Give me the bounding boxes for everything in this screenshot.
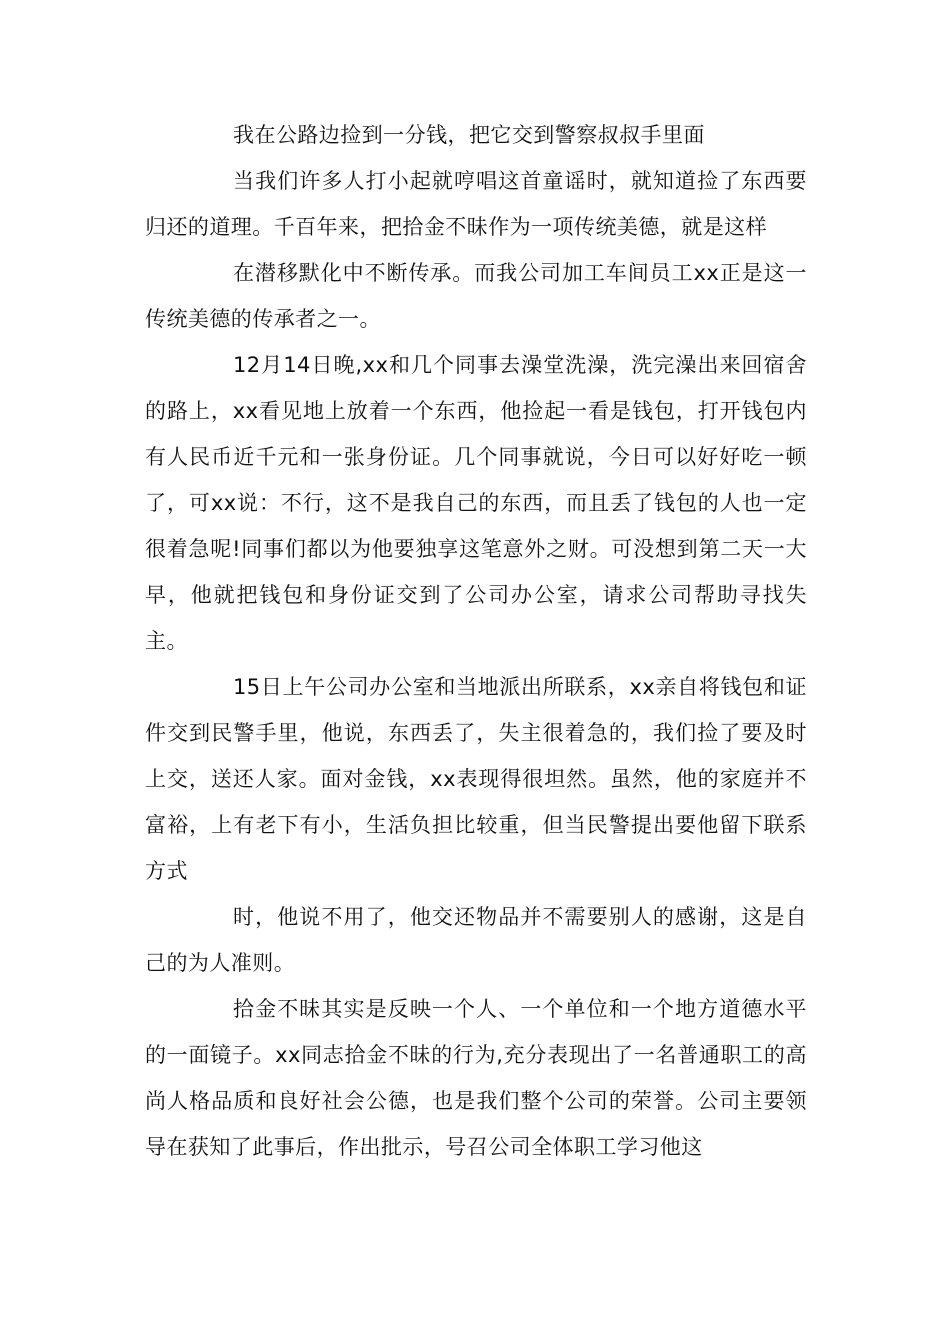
paragraph-6: 时，他说不用了，他交还物品并不需要别人的感谢，这是自己的为人准则。 [145,905,807,975]
paragraph-1: 我在公路边捡到一分钱，把它交到警察叔叔手里面 [233,123,705,147]
paragraph-4: 12月14日晚,xx和几个同事去澡堂洗澡，洗完澡出来回宿舍的路上，xx看见地上放着一个东西，他捡起一看是钱包，打开钱包内有人民币近千元和一张身份证。几个同事就说，今日可以好好吃一顿了，可xx说：不行，这不是我自己的东西，而且丢了钱包的人也一定很着急呢!同事们都以为他要独享这笔意外之财。可没想到第二天一大早，他就把钱包和身份证交到了公司办公室，请求公司帮助寻找失主。 [145,353,807,653]
document-body [145,112,807,1170]
paragraph-7: 拾金不昧其实是反映一个人、一个单位和一个地方道德水平的一面镜子。xx同志拾金不昧的行为,充分表现出了一名普通职工的高尚人格品质和良好社会公德，也是我们整个公司的荣誉。公司主要领导在获知了此事后，作出批示，号召公司全体职工学习他这 [145,997,807,1159]
paragraph-3: 在潜移默化中不断传承。而我公司加工车间员工xx正是这一传统美德的传承者之一。 [145,261,807,331]
paragraph-2: 当我们许多人打小起就哼唱这首童谣时，就知道捡了东西要归还的道理。千百年来，把拾金不昧作为一项传统美德，就是这样 [145,169,807,239]
paragraph-5: 15日上午公司办公室和当地派出所联系，xx亲自将钱包和证件交到民警手里，他说，东西丢了，失主很着急的，我们捡了要及时上交，送还人家。面对金钱，xx表现得很坦然。虽然，他的家庭并不富裕，上有老下有小，生活负担比较重，但当民警提出要他留下联系方式 [145,675,807,883]
